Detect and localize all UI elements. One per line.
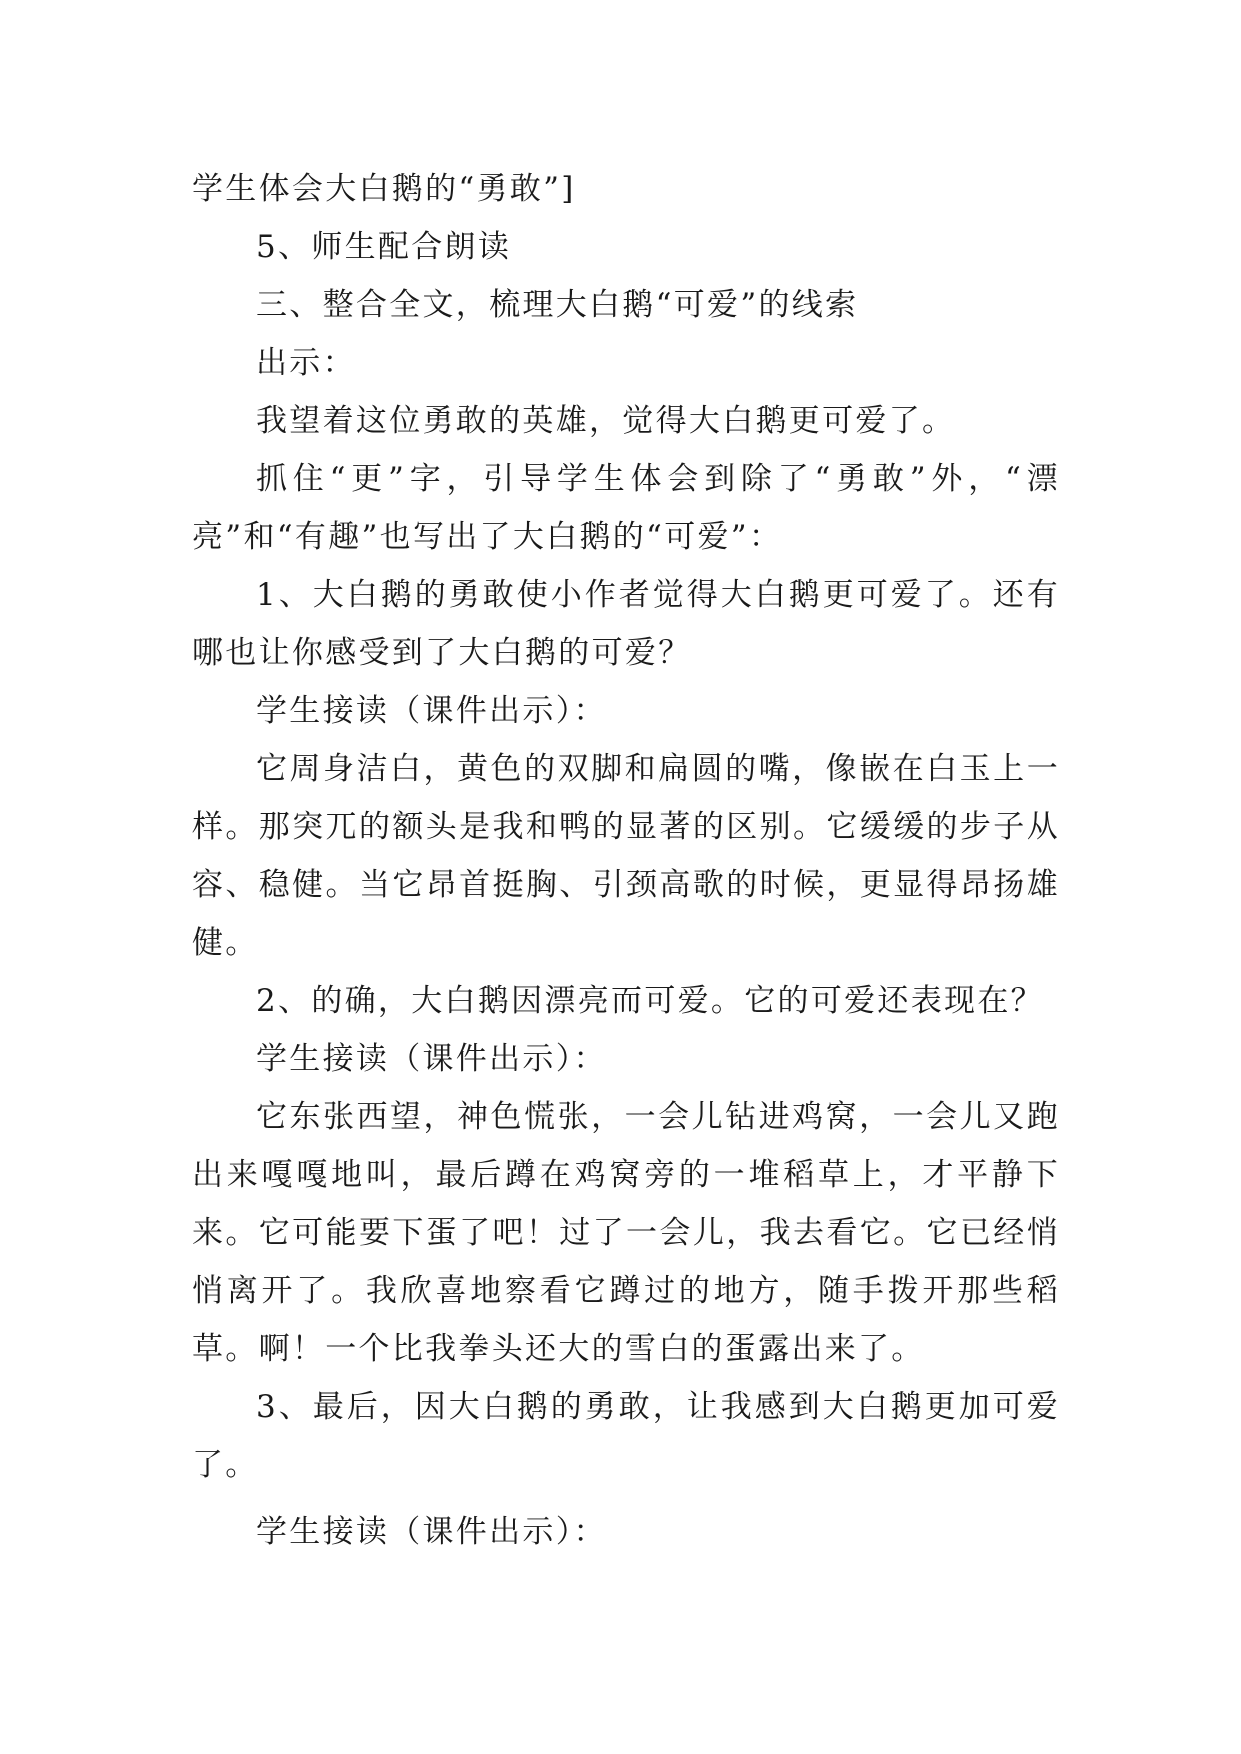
paragraph-9: 它周身洁白，黄色的双脚和扁圆的嘴，像嵌在白玉上一样。那突兀的额头是我和鸭的显著的区别。它缓缓的步子从容、稳健。当它昂首挺胸、引颈高歌的时候，更显得昂扬雄健。 bbox=[192, 751, 1060, 961]
paragraph-4: 出示： bbox=[256, 345, 356, 381]
paragraph-8: 学生接读（课件出示）： bbox=[256, 693, 607, 729]
paragraph-12: 它东张西望，神色慌张，一会儿钻进鸡窝，一会儿又跑出来嘎嘎地叫，最后蹲在鸡窝旁的一堆稻草上，才平静下来。它可能要下蛋了吧！过了一会儿，我去看它。它已经悄悄离开了。我欣喜地察看它蹲过的地方，随手拨开那些稻草。啊！一个比我拳头还大的雪白的蛋露出来了。 bbox=[192, 1099, 1060, 1367]
paragraph-10: 2、的确，大白鹅因漂亮而可爱。它的可爱还表现在？ bbox=[256, 983, 1044, 1019]
paragraph-1: 学生体会大白鹅的“勇敢”] bbox=[192, 171, 576, 207]
paragraph-7: 1、大白鹅的勇敢使小作者觉得大白鹅更可爱了。还有哪也让你感受到了大白鹅的可爱？ bbox=[192, 577, 1060, 671]
paragraph-11: 学生接读（课件出示）： bbox=[256, 1041, 607, 1077]
paragraph-14: 学生接读（课件出示）： bbox=[256, 1514, 607, 1550]
document-body bbox=[192, 160, 1060, 1561]
paragraph-5: 我望着这位勇敢的英雄，觉得大白鹅更可爱了。 bbox=[256, 403, 956, 439]
paragraph-6: 抓住“更”字，引导学生体会到除了“勇敢”外，“漂亮”和“有趣”也写出了大白鹅的“可爱”： bbox=[192, 461, 1060, 555]
paragraph-13: 3、最后，因大白鹅的勇敢，让我感到大白鹅更加可爱了。 bbox=[192, 1389, 1060, 1483]
paragraph-2: 5、师生配合朗读 bbox=[256, 229, 512, 265]
section-heading: 三、整合全文，梳理大白鹅“可爱”的线索 bbox=[256, 287, 859, 323]
